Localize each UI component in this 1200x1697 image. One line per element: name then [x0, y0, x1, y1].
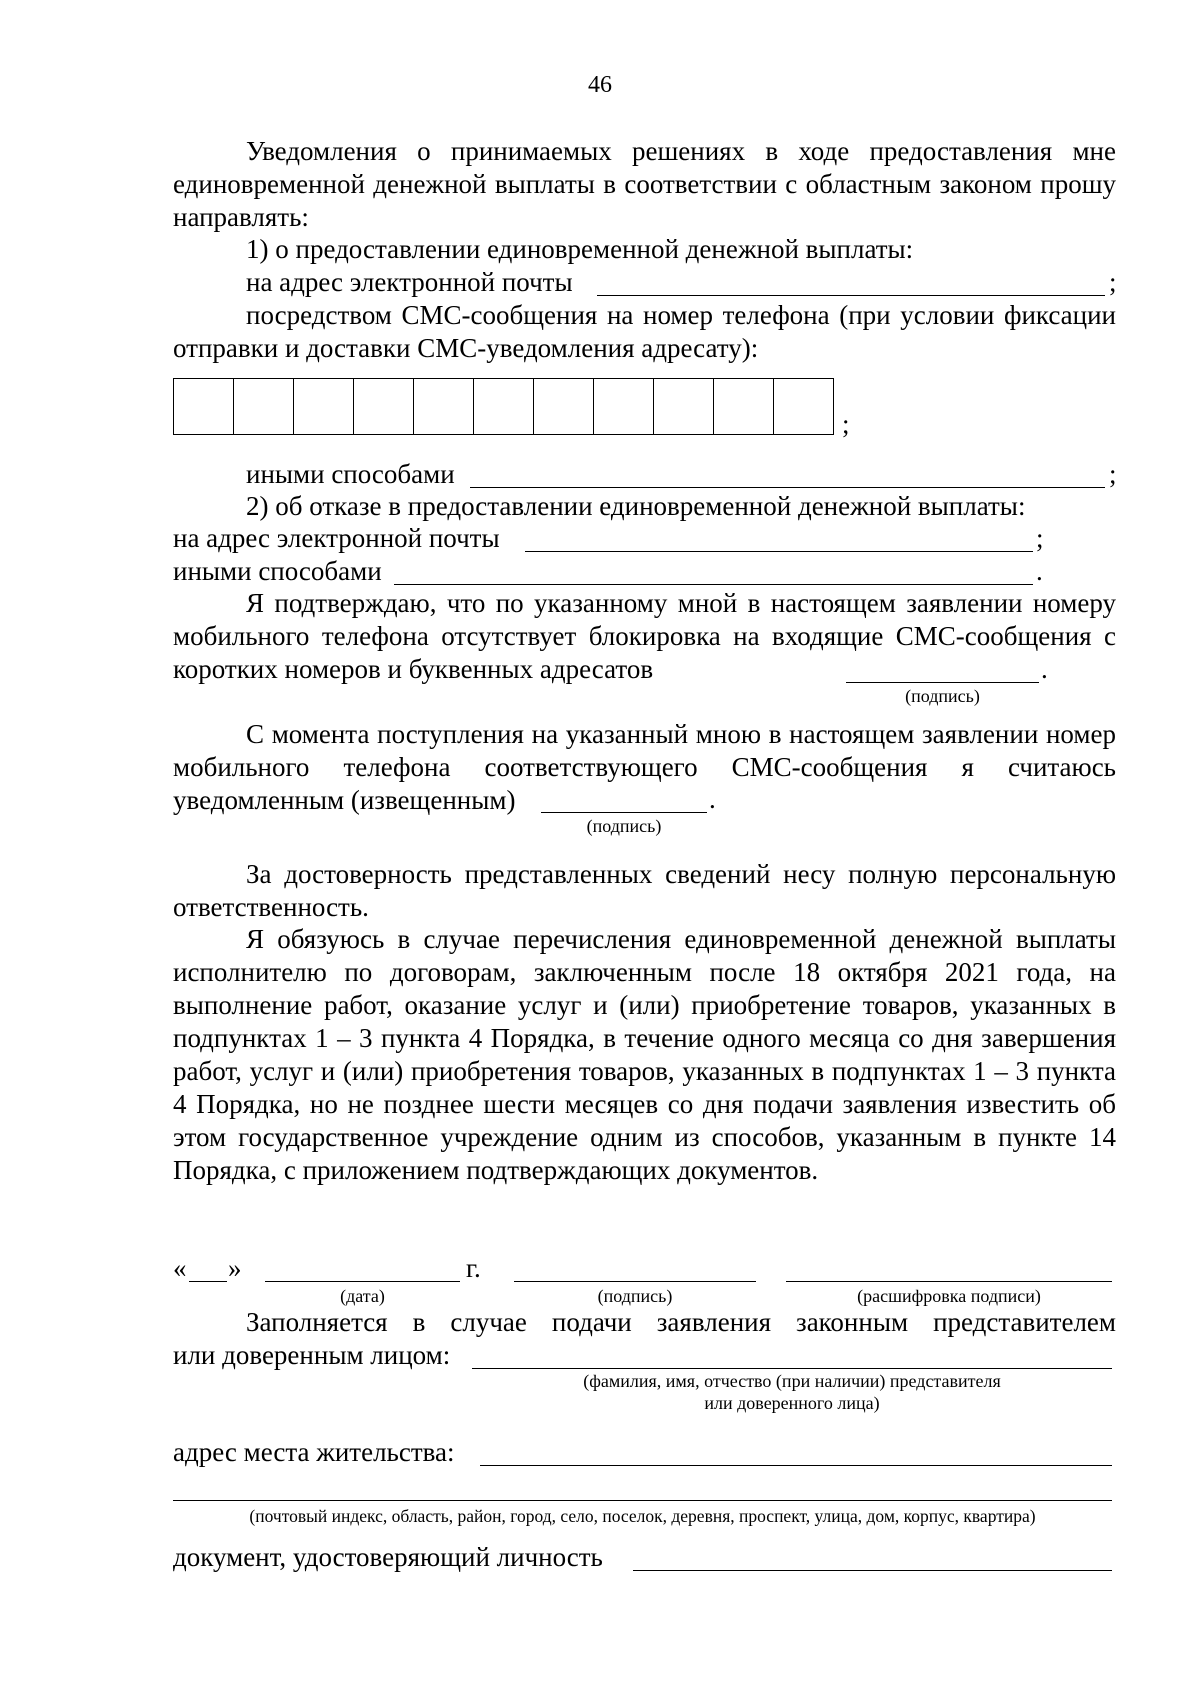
phone-digit-box[interactable]	[714, 379, 774, 434]
phone-digit-box[interactable]	[594, 379, 654, 434]
date-caption: (дата)	[340, 1286, 385, 1306]
moment-text: С момента поступления на указанный мною в настоящем заявлении номер мобильного телефона соответствующего СМС-сообщения я считаюсь уведомленным (извещенным)	[173, 719, 1116, 815]
confirm-signature-caption: (подпись)	[905, 686, 980, 706]
email-label: на адрес электронной почты	[246, 267, 573, 297]
moment-signature-caption: (подпись)	[586, 816, 662, 836]
identity-document-label: документ, удостоверяющий личность	[173, 1542, 603, 1572]
phone-digit-box[interactable]	[294, 379, 354, 434]
phone-semicolon: ;	[842, 409, 850, 439]
phone-digit-box[interactable]	[654, 379, 714, 434]
sms-paragraph: посредством СМС-сообщения на номер телефона (при условии фиксации отправки и доставки СМС-уведомления адресату):	[173, 300, 1116, 363]
other-methods-semicolon: ;	[1109, 459, 1117, 489]
confirm-period: .	[1041, 654, 1048, 684]
confirm-signature-line[interactable]	[846, 682, 1039, 683]
moment-period: .	[709, 784, 716, 814]
moment-paragraph	[173, 718, 1116, 817]
phone-digit-box[interactable]	[354, 379, 414, 434]
refusal-other-period: .	[1036, 556, 1043, 586]
identity-document-input-line[interactable]	[633, 1570, 1112, 1571]
refusal-other-input-line[interactable]	[394, 584, 1033, 585]
notify-item-2: 2) об отказе в предоставлении единовременной денежной выплаты:	[246, 491, 1026, 521]
confirm-paragraph	[173, 587, 1116, 686]
date-day-line[interactable]	[189, 1281, 227, 1282]
refusal-other-label: иными способами	[173, 556, 382, 586]
notify-item-1: 1) о предоставлении единовременной денежной выплаты:	[246, 234, 914, 264]
phone-digit-box[interactable]	[174, 379, 234, 434]
email-input-line[interactable]	[597, 295, 1105, 296]
address-caption: (почтовый индекс, область, район, город, село, поселок, деревня, проспект, улица, дом, корпус, квартира)	[249, 1506, 1036, 1526]
phone-digit-box[interactable]	[534, 379, 594, 434]
signature-decoding-caption: (расшифровка подписи)	[857, 1286, 1041, 1306]
phone-digit-box[interactable]	[474, 379, 534, 434]
phone-digit-box[interactable]	[414, 379, 474, 434]
representative-line-1: Заполняется в случае подачи заявления законным представителем	[246, 1307, 1116, 1337]
address-label: адрес места жительства:	[173, 1437, 455, 1467]
phone-number-boxes	[173, 378, 834, 435]
other-methods-label: иными способами	[246, 459, 455, 489]
date-year-suffix: г.	[466, 1253, 481, 1283]
signature-line[interactable]	[514, 1281, 756, 1282]
refusal-email-semicolon: ;	[1036, 523, 1044, 553]
date-open-quote: «	[173, 1253, 187, 1283]
representative-line-2: или доверенным лицом:	[173, 1340, 451, 1370]
refusal-email-input-line[interactable]	[525, 551, 1033, 552]
phone-digit-box[interactable]	[234, 379, 294, 434]
notify-intro-paragraph: Уведомления о принимаемых решениях в ходе предоставления мне единовременной денежной выплаты в соответствии с областным законом прошу направлять:	[173, 136, 1116, 232]
representative-caption-2: или доверенного лица)	[704, 1393, 880, 1413]
representative-caption-1: (фамилия, имя, отчество (при наличии) представителя	[583, 1371, 1001, 1391]
date-close-quote: »	[228, 1253, 242, 1283]
obligation-paragraph: Я обязуюсь в случае перечисления единовременной денежной выплаты исполнителю по договорам, заключенным после 18 октября 2021 года, на выполнение работ, оказание услуг и (или) приобретение товаров, указанных в подпунктах 1 – 3 пункта 4 Порядка, в течение одного месяца со дня завершения работ, услуг и (или) приобретения товаров, указанных в подпунктах 1 – 3 пункта 4 Порядка, но не позднее шести месяцев со дня подачи заявления известить об этом государственное учреждение одним из способов, указанным в пункте 14 Порядка, с приложением подтверждающих документов.	[173, 924, 1116, 1185]
signature-caption: (подпись)	[597, 1286, 673, 1306]
page-number: 46	[588, 72, 612, 98]
email-semicolon: ;	[1109, 267, 1117, 297]
address-input-line-2[interactable]	[173, 1500, 1112, 1501]
other-methods-input-line[interactable]	[470, 487, 1105, 488]
date-month-line[interactable]	[265, 1281, 460, 1282]
refusal-email-label: на адрес электронной почты	[173, 523, 500, 553]
phone-digit-box[interactable]	[774, 379, 833, 434]
representative-name-line[interactable]	[472, 1368, 1112, 1369]
moment-signature-line[interactable]	[541, 812, 707, 813]
responsibility-paragraph: За достоверность представленных сведений несу полную персональную ответственность.	[173, 859, 1116, 922]
signature-decoding-line[interactable]	[786, 1281, 1112, 1282]
confirm-text: Я подтверждаю, что по указанному мной в настоящем заявлении номеру мобильного телефона отсутствует блокировка на входящие СМС-сообщения с коротких номеров и буквенных адресатов	[173, 588, 1116, 684]
address-input-line-1[interactable]	[480, 1465, 1112, 1466]
